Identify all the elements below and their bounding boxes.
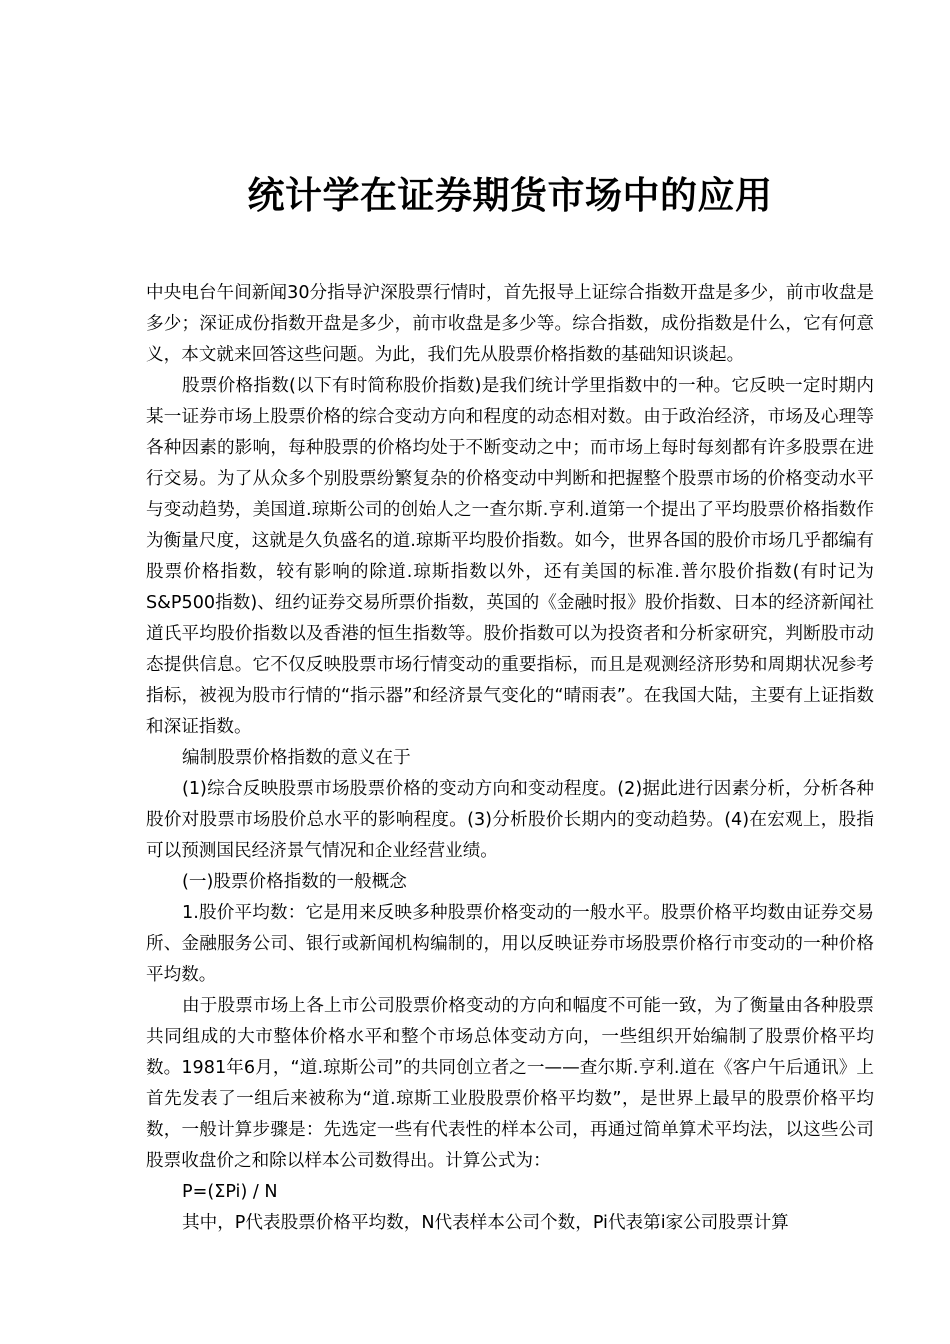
paragraph-intro: 中央电台午间新闻30分指导沪深股票行情时，首先报导上证综合指数开盘是多少，前市收盘是多少；深证成份指数开盘是多少，前市收盘是多少等。综合指数，成份指数是什么，它有何意义，本文就来回答这些问题。为此，我们先从股票价格指数的基础知识谈起。: [146, 283, 874, 365]
paragraph-history: 由于股票市场上各上市公司股票价格变动的方向和幅度不可能一致，为了衡量由各种股票共同组成的大市整体价格水平和整个市场总体变动方向，一些组织开始编制了股票价格平均数。1981年6月，“道.琼斯公司”的共同创立者之一——查尔斯.亨利.道在《客户午后通讯》上首先发表了一组后来被称为“道.琼斯工业股股票价格平均数”，是世界上最早的股票价格平均数，一般计算步骤是：先选定一些有代表性的样本公司，再通过简单算术平均法，以这些公司股票收盘价之和除以样本公司数得出。计算公式为：: [146, 996, 874, 1171]
formula-price-average: P=(ΣPi) / N: [182, 1182, 278, 1202]
section-heading-general-concepts: (一)股票价格指数的一般概念: [182, 872, 407, 892]
paragraph-significance-list: (1)综合反映股票市场股票价格的变动方向和变动程度。(2)据此进行因素分析，分析各种股价对股票市场股价总水平的影响程度。(3)分析股价长期内的变动趋势。(4)在宏观上，股指可以预测国民经济景气情况和企业经营业绩。: [146, 779, 874, 861]
paragraph-index-definition: 股票价格指数(以下有时简称股价指数)是我们统计学里指数中的一种。它反映一定时期内某一证券市场上股票价格的综合变动方向和程度的动态相对数。由于政治经济，市场及心理等各种因素的影响，每种股票的价格均处于不断变动之中；而市场上每时每刻都有许多股票在进行交易。为了从众多个别股票纷繁复杂的价格变动中判断和把握整个股票市场的价格变动水平与变动趋势，美国道.琼斯公司的创始人之一查尔斯.亨利.道第一个提出了平均股票价格指数作为衡量尺度，这就是久负盛名的道.琼斯平均股价指数。如今，世界各国的股价市场几乎都编有股票价格指数，较有影响的除道.琼斯指数以外，还有美国的标准.普尔股价指数(有时记为S&P500指数)、纽约证券交易所票价指数，英国的《金融时报》股价指数、日本的经济新闻社道氏平均股价指数以及香港的恒生指数等。股价指数可以为投资者和分析家研究，判断股市动态提供信息。它不仅反映股票市场行情变动的重要指标，而且是观测经济形势和周期状况参考指标，被视为股市行情的“指示器”和经济景气变化的“晴雨表”。在我国大陆，主要有上证指数和深证指数。: [146, 376, 874, 737]
document-body: [146, 278, 874, 1239]
paragraph-price-average: 1.股价平均数：它是用来反映多种股票价格变动的一般水平。股票价格平均数由证券交易所、金融服务公司、银行或新闻机构编制的，用以反映证券市场股票价格行市变动的一种价格平均数。: [146, 903, 874, 985]
paragraph-formula-explanation: 其中，P代表股票价格平均数，N代表样本公司个数，Pi代表第i家公司股票计算: [182, 1213, 789, 1233]
document-title: 统计学在证券期货市场中的应用: [247, 174, 773, 217]
paragraph-significance-heading: 编制股票价格指数的意义在于: [182, 748, 411, 768]
